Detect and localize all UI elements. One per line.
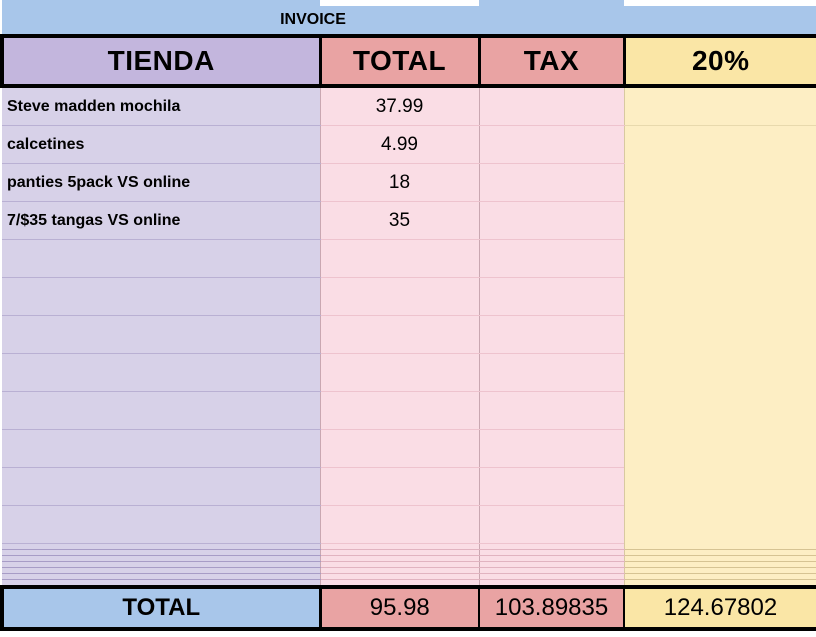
cell-item-name[interactable]: calcetines <box>2 126 320 164</box>
totals-row[interactable] <box>2 587 816 629</box>
invoice-banner-title: INVOICE <box>2 6 624 36</box>
cell-item-name[interactable] <box>2 506 320 544</box>
header-tienda: TIENDA <box>2 36 320 86</box>
cell-item-total[interactable]: 18 <box>320 164 479 202</box>
cell-item-tax[interactable] <box>479 278 624 316</box>
cell-item-total[interactable] <box>320 240 479 278</box>
header-tax: TAX <box>479 36 624 86</box>
cell-item-percent[interactable] <box>624 86 816 126</box>
totals-total-value[interactable]: 95.98 <box>320 587 479 629</box>
cell-item-name[interactable]: Steve madden mochila <box>2 86 320 126</box>
cell-item-name[interactable] <box>2 580 320 588</box>
cell-item-total[interactable] <box>320 580 479 588</box>
cell-item-tax[interactable] <box>479 392 624 430</box>
totals-tax-value[interactable]: 103.89835 <box>479 587 624 629</box>
table-row-collapsed[interactable] <box>2 580 816 588</box>
table-row[interactable] <box>2 126 816 164</box>
cell-item-tax[interactable] <box>479 468 624 506</box>
totals-label: TOTAL <box>2 587 320 629</box>
header-total: TOTAL <box>320 36 479 86</box>
cell-item-tax[interactable] <box>479 354 624 392</box>
cell-item-tax[interactable] <box>479 316 624 354</box>
cell-item-total[interactable] <box>320 354 479 392</box>
cell-item-name[interactable] <box>2 468 320 506</box>
cell-item-total[interactable] <box>320 468 479 506</box>
cell-item-total[interactable] <box>320 392 479 430</box>
cell-item-name[interactable] <box>2 240 320 278</box>
cell-item-name[interactable] <box>2 354 320 392</box>
cell-item-name[interactable] <box>2 316 320 354</box>
cell-item-total[interactable]: 35 <box>320 202 479 240</box>
cell-item-tax[interactable] <box>479 202 624 240</box>
cell-item-total[interactable] <box>320 506 479 544</box>
cell-item-name[interactable]: panties 5pack VS online <box>2 164 320 202</box>
cell-item-total[interactable] <box>320 430 479 468</box>
header-percent: 20% <box>624 36 816 86</box>
cell-item-name[interactable] <box>2 278 320 316</box>
bottom-strip <box>0 631 816 637</box>
cell-item-tax[interactable] <box>479 430 624 468</box>
invoice-banner-filler <box>624 6 816 36</box>
cell-item-name[interactable] <box>2 430 320 468</box>
cell-item-total[interactable] <box>320 316 479 354</box>
cell-percent-merged[interactable] <box>624 126 816 544</box>
cell-item-percent[interactable] <box>624 580 816 588</box>
cell-item-name[interactable] <box>2 392 320 430</box>
cell-item-tax[interactable] <box>479 240 624 278</box>
table-row[interactable] <box>2 86 816 126</box>
cell-item-total[interactable] <box>320 278 479 316</box>
cell-item-tax[interactable] <box>479 506 624 544</box>
header-row <box>2 36 816 86</box>
cell-item-tax[interactable] <box>479 86 624 126</box>
cell-item-total[interactable]: 37.99 <box>320 86 479 126</box>
cell-item-tax[interactable] <box>479 580 624 588</box>
totals-percent-value[interactable]: 124.67802 <box>624 587 816 629</box>
cell-item-total[interactable]: 4.99 <box>320 126 479 164</box>
cell-item-tax[interactable] <box>479 126 624 164</box>
cell-item-tax[interactable] <box>479 164 624 202</box>
invoice-banner-row <box>2 6 816 36</box>
cell-item-name[interactable]: 7/$35 tangas VS online <box>2 202 320 240</box>
